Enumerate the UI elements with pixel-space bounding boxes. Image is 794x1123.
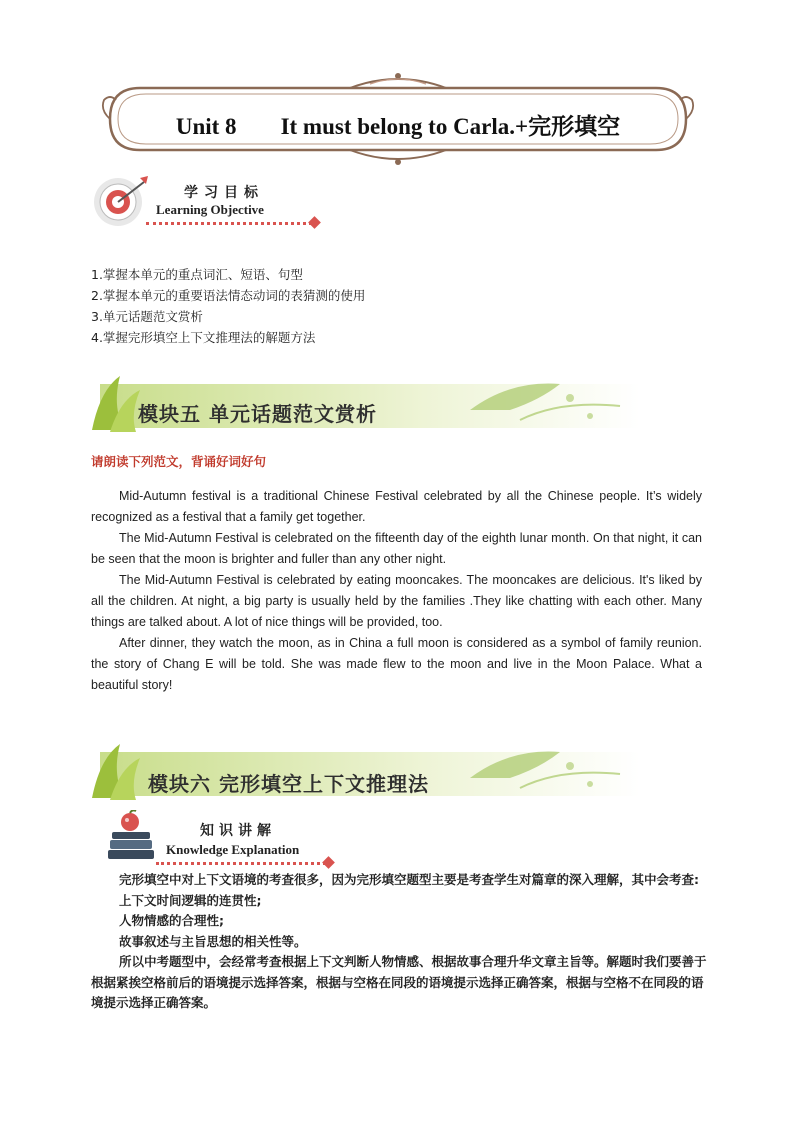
dotted-divider: [156, 862, 326, 865]
title-banner: [100, 70, 696, 168]
diamond-marker: [308, 216, 321, 229]
essay-paragraph: The Mid-Autumn Festival is celebrated by eating mooncakes. The mooncakes are delicious. It's liked by all the children. At night, a big party is usually held by the families .They like chatting with each other. Many things are talked about. A lot of nice things will be provided, too.: [91, 573, 702, 629]
module6-title: 模块六 完形填空上下文推理法: [148, 772, 429, 796]
unit-label: Unit 8: [175, 114, 237, 139]
explain-point: 上下文时间逻辑的连贯性;: [119, 892, 262, 908]
objective-item: 2.掌握本单元的重要语法情态动词的表猜测的使用: [91, 288, 366, 303]
explain-conclusion: 所以中考题型中，会经常考查根据上下文判断人物情感、根据故事合理升华文章主旨等。解题时我们要善于根据紧挨空格前后的语境提示选择答案，根据与空格在同段的语境提示选择正确答案，根据与空格不在同段的语境提示选择正确答案。: [91, 954, 707, 1010]
model-essay: [91, 486, 702, 696]
dotted-divider: [146, 222, 312, 225]
target-icon: [88, 168, 152, 232]
explain-point: 故事叙述与主旨思想的相关性等。: [119, 933, 307, 949]
reading-instruction: 请朗读下列范文，背诵好词好句: [91, 454, 267, 469]
module5-title: 模块五 单元话题范文赏析: [138, 402, 377, 426]
essay-paragraph: The Mid-Autumn Festival is celebrated on the fifteenth day of the eighth lunar month. On that night, it can be seen that the moon is brighter and fuller than any other night.: [91, 531, 702, 566]
explain-point: 人物情感的合理性;: [119, 913, 224, 928]
objective-item: 4.掌握完形填空上下文推理法的解题方法: [91, 330, 316, 345]
knowledge-label-cn: 知识讲解: [200, 823, 276, 839]
objective-list: [91, 264, 365, 348]
knowledge-explanation: [91, 870, 711, 1014]
learning-objective-label-cn: 学习目标: [184, 185, 264, 201]
diamond-marker: [322, 856, 335, 869]
essay-paragraph: Mid-Autumn festival is a traditional Chinese Festival celebrated by all the Chinese people. It’s widely recognized as a festival that a family get together.: [91, 489, 702, 524]
knowledge-explanation-header: [104, 810, 344, 870]
learning-objective-header: [88, 168, 328, 232]
essay-paragraph: After dinner, they watch the moon, as in China a full moon is considered as a symbol of family reunion. the story of Chang E will be told. She was made flew to the moon and live in the Moon Palace. What a beautiful story!: [91, 636, 702, 692]
objective-item: 3.单元话题范文赏析: [91, 309, 203, 324]
module6-banner: [90, 738, 650, 808]
learning-objective-label-en: Learning Objective: [156, 202, 264, 217]
knowledge-label-en: Knowledge Explanation: [166, 842, 300, 857]
objective-item: 1.掌握本单元的重点词汇、短语、句型: [91, 267, 303, 282]
page-title: [100, 108, 696, 141]
module5-banner: [90, 370, 650, 440]
unit-heading: It must belong to Carla.+完形填空: [280, 114, 621, 139]
books-apple-icon: [104, 810, 164, 870]
explain-intro: 完形填空中对上下文语境的考查很多，因为完形填空题型主要是考查学生对篇章的深入理解，其中会考查:: [119, 872, 700, 887]
